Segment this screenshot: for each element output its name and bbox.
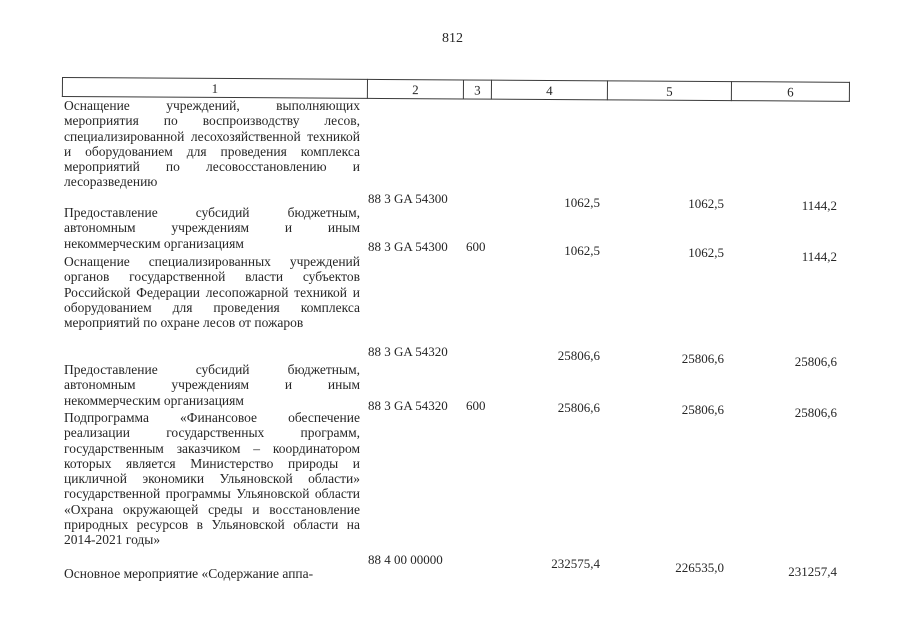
row-description: Предоставление субсидий бюджетным, автономным учреждениям и иным некоммерческим организациям [64,205,360,251]
row-value-col5: 25806,6 [681,402,724,417]
row-value-col4: 25806,6 [557,400,600,415]
row-value-col4: 232575,4 [551,556,600,571]
row-value-col5: 1062,5 [688,196,724,211]
row-value-col6: 1144,2 [801,249,837,264]
row-type-code: 600 [466,239,486,254]
header-col-2: 2 [367,79,463,99]
row-value-col5: 226535,0 [675,560,724,575]
row-type-code: 600 [466,398,486,413]
row-value-col6: 231257,4 [788,564,837,579]
row-value-col6: 25806,6 [794,354,837,369]
header-col-5: 5 [607,81,731,101]
row-code: 88 4 00 00000 [368,552,443,567]
header-col-6: 6 [731,82,849,102]
row-description: Основное мероприятие «Содержание аппа- [64,566,314,581]
row-value-col6: 25806,6 [794,405,837,420]
row-value-col4: 1062,5 [564,195,600,210]
row-code: 88 3 GA 54300 [368,191,448,206]
header-col-3: 3 [463,80,491,99]
header-col-1: 1 [62,78,367,99]
row-code: 88 3 GA 54320 [368,344,448,359]
row-description: Оснащение учреждений, выполняющих мероприятия по воспроизводству лесов, специализированной лесохозяйственной техникой и оборудованием для проведения комплекса мероприятий по лесовосстановлению и лесоразведению [64,98,360,190]
row-code: 88 3 GA 54300 [368,239,448,254]
row-description: Оснащение специализированных учреждений органов государственной власти субъектов Российской Федерации лесопожарной техникой и оборудованием для проведения комплекса мероприятий по охране лесов от пожаров [64,254,360,331]
row-value-col5: 1062,5 [688,245,724,260]
row-description: Подпрограмма «Финансовое обеспечение реализации государственных программ, государственным заказчиком – координатором которых является Министерство природы и цикличной экономики Ульяновской области» государственной программы Ульяновской области «Охрана окружающей среды и восстановление природных ресурсов в Ульяновской области на 2014-2021 годы» [64,410,360,548]
row-value-col5: 25806,6 [681,351,724,366]
row-description: Предоставление субсидий бюджетным, автономным учреждениям и иным некоммерческим организациям [64,362,360,408]
row-code: 88 3 GA 54320 [368,398,448,413]
row-value-col4: 25806,6 [557,348,600,363]
row-value-col6: 1144,2 [801,198,837,213]
header-col-4: 4 [491,80,607,100]
row-value-col4: 1062,5 [564,243,600,258]
page-number: 812 [442,31,463,46]
